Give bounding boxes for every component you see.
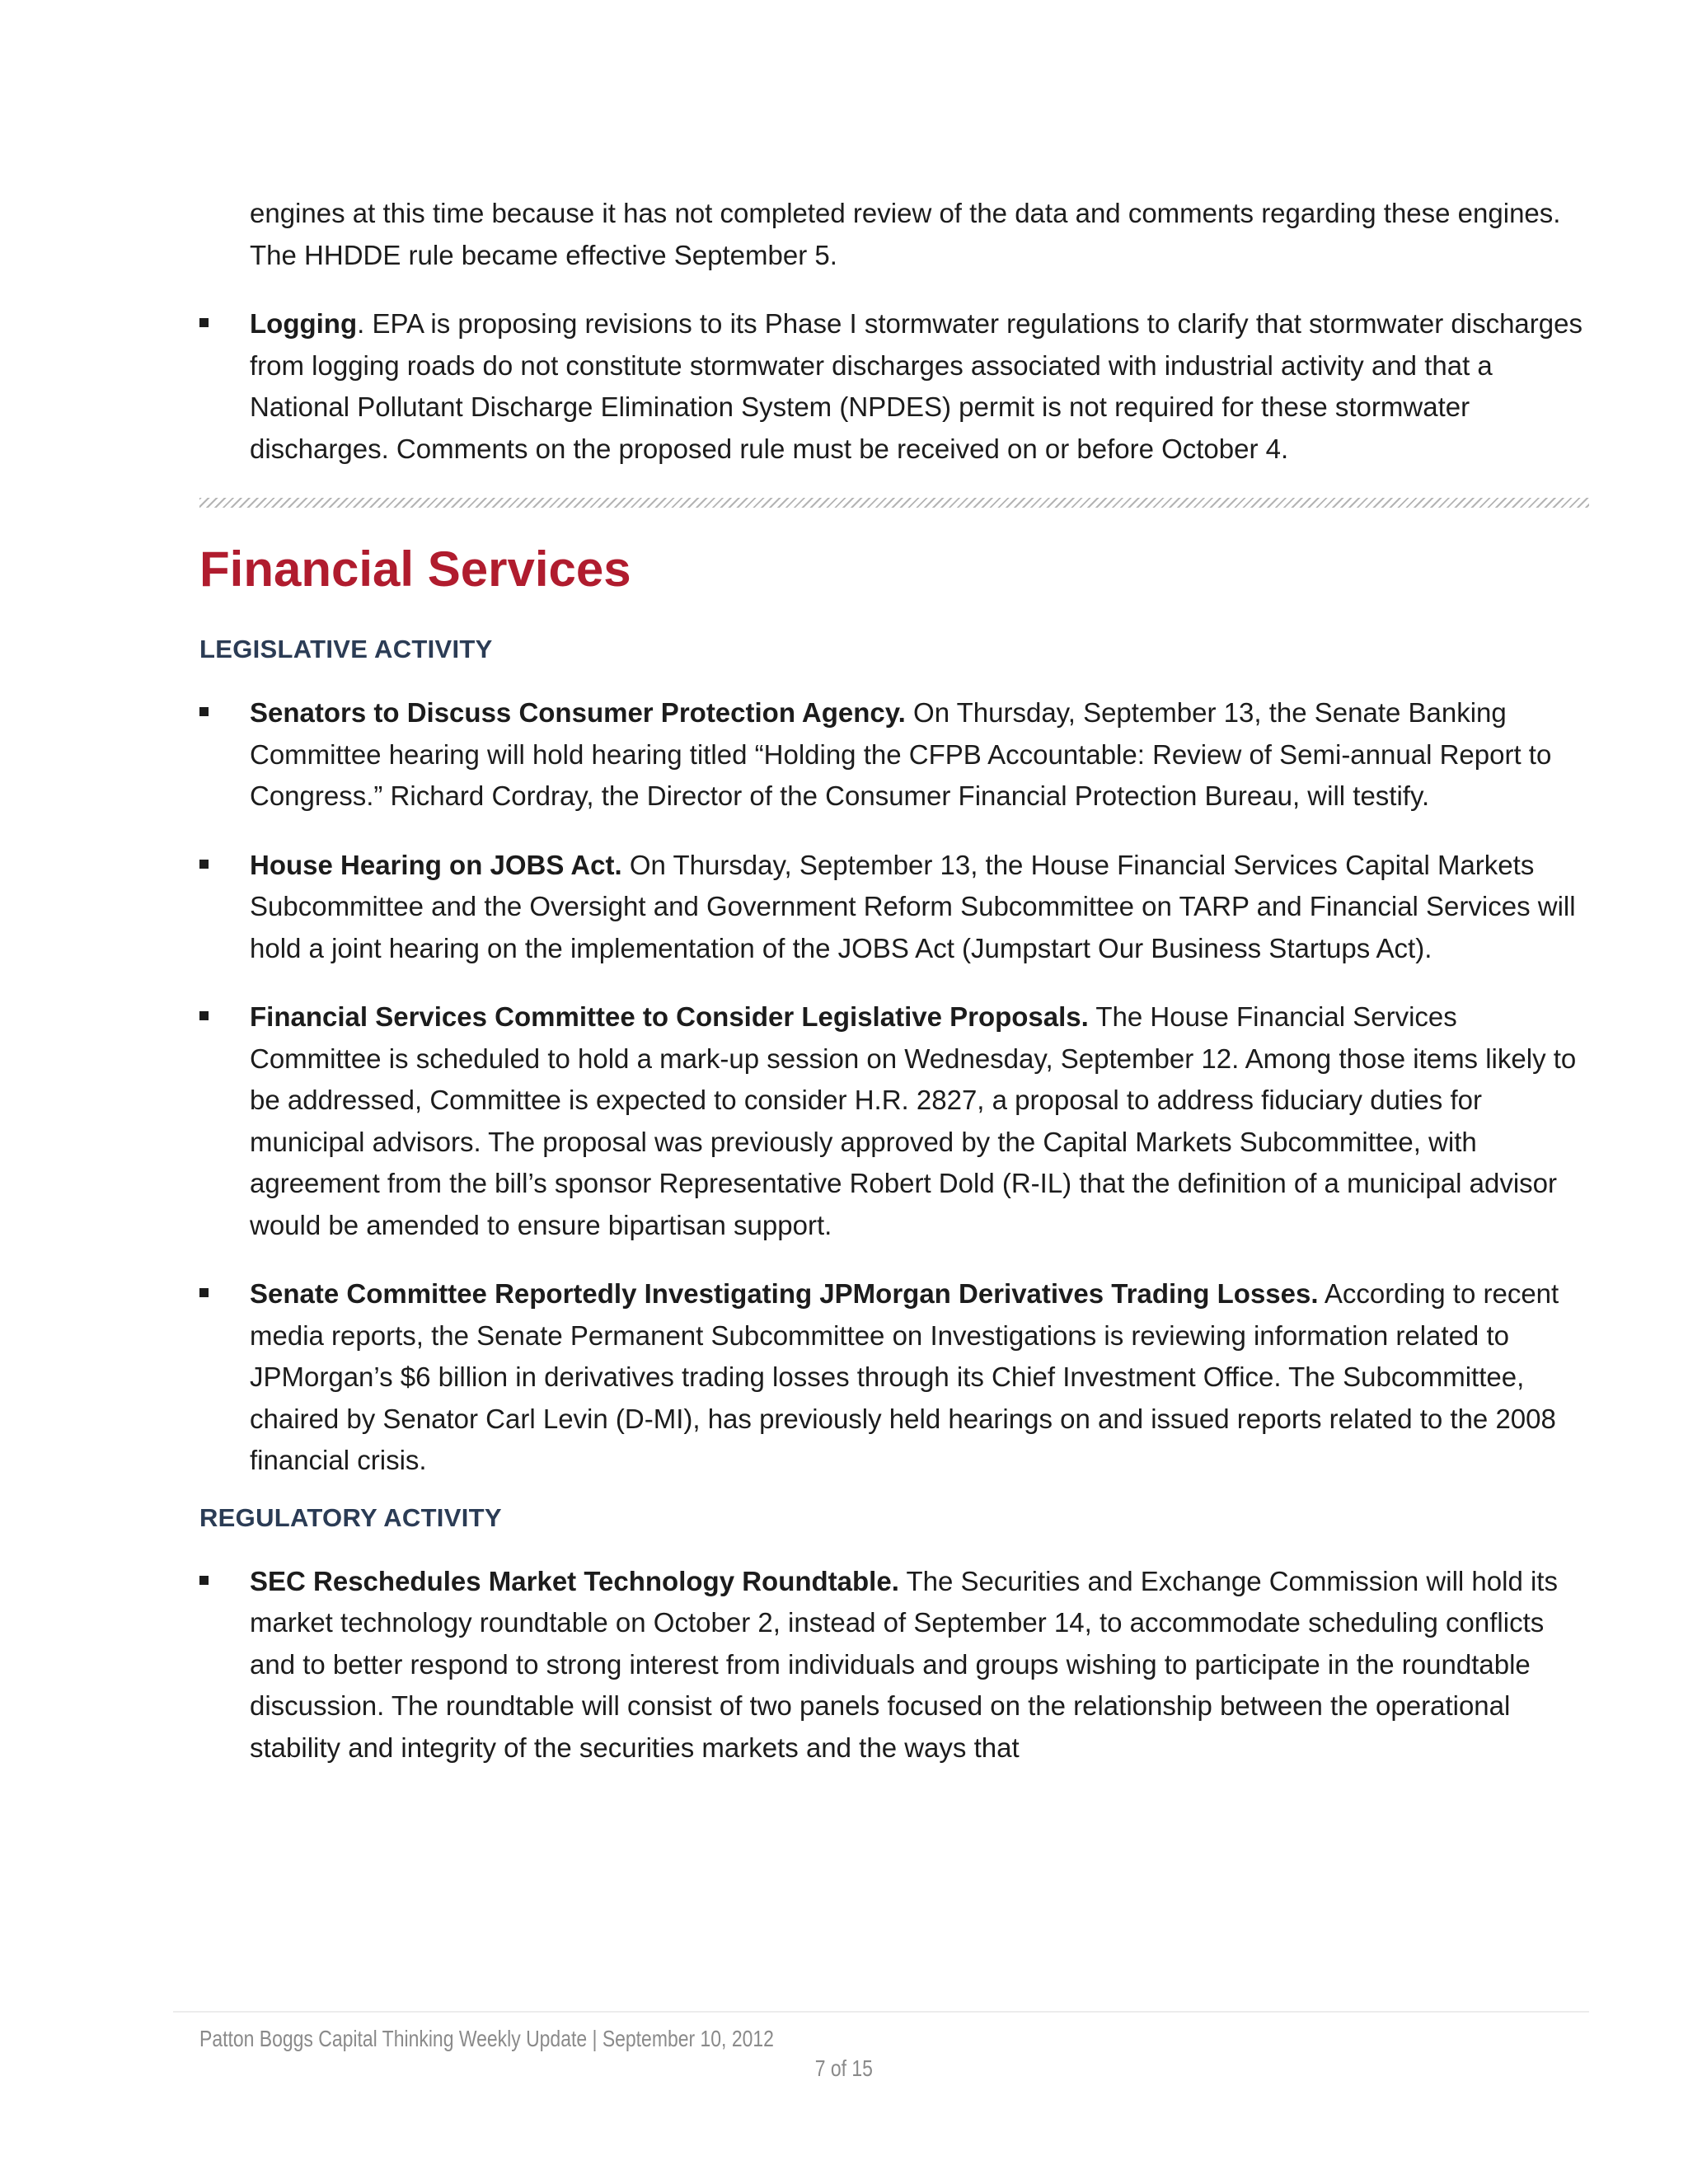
section-title: Financial Services bbox=[199, 541, 631, 597]
bullet-title: House Hearing on JOBS Act. bbox=[250, 849, 622, 880]
bullet-title: Financial Services Committee to Consider Legislative Proposals. bbox=[250, 1001, 1089, 1032]
bullet-legislative-proposals bbox=[199, 996, 1589, 1246]
footer-rule bbox=[173, 2011, 1589, 2013]
bullet-title: SEC Reschedules Market Technology Roundtable. bbox=[250, 1565, 899, 1596]
continuation-paragraph: engines at this time because it has not completed review of the data and comments regarding these engines. The HHDDE rule became effective September 5. bbox=[250, 198, 1561, 270]
bullet-text: On Thursday, September 13, the Senate Banking Committee hearing will hold hearing titled “Holding the CFPB Accountable: Review of Semi-annual Report to Congress.” Richard Cordray, the Director of the Consumer Financial Protection Bureau, will testify. bbox=[250, 697, 1552, 811]
legislative-heading: LEGISLATIVE ACTIVITY bbox=[199, 635, 493, 663]
bullet-sec-roundtable bbox=[199, 1561, 1589, 1769]
regulatory-heading: REGULATORY ACTIVITY bbox=[199, 1502, 502, 1532]
page-number-label: 7 of 15 bbox=[814, 2055, 874, 2081]
section-divider bbox=[199, 498, 1589, 508]
bullet-square-icon bbox=[199, 318, 209, 327]
bullet-title: Senate Committee Reportedly Investigating JPMorgan Derivatives Trading Losses. bbox=[250, 1278, 1319, 1309]
bullet-square-icon bbox=[199, 860, 209, 869]
bullet-jpmorgan-investigation bbox=[199, 1273, 1589, 1482]
bullet-jobs-act bbox=[199, 845, 1589, 970]
bullet-title: Senators to Discuss Consumer Protection Agency. bbox=[250, 697, 906, 728]
bullet-text: The House Financial Services Committee is scheduled to hold a mark-up session on Wednesday, September 12. Among those items likely to be addressed, Committee is expected to consider H.R. 2827, a proposal to address fiduciary duties for municipal advisors. The proposal was previously approved by the Capital Markets Subcommittee, with agreement from the bill’s sponsor Representative Robert Dold (R-IL) that the definition of a municipal advisor would be amended to ensure bipartisan support. bbox=[250, 1001, 1577, 1240]
bullet-consumer-protection bbox=[199, 692, 1589, 818]
page-content bbox=[199, 193, 1589, 1796]
bullet-text: . EPA is proposing revisions to its Phase I stormwater regulations to clarify that stormwater discharges from logging roads do not constitute stormwater discharges associated with industrial activity and that a National Pollutant Discharge Elimination System (NPDES) permit is not required for these stormwater discharges. Comments on the proposed rule must be received on or before October 4. bbox=[250, 308, 1582, 464]
bullet-text: On Thursday, September 13, the House Financial Services Capital Markets Subcommittee and the Oversight and Government Reform Subcommittee on TARP and Financial Services will hold a joint hearing on the implementation of the JOBS Act (Jumpstart Our Business Startups Act). bbox=[250, 849, 1576, 963]
footer-text: Patton Boggs Capital Thinking Weekly Update | September 10, 2012 bbox=[199, 2026, 774, 2051]
bullet-title: Logging bbox=[250, 308, 358, 339]
page-number bbox=[0, 2055, 1688, 2082]
bullet-logging bbox=[199, 303, 1589, 470]
bullet-square-icon bbox=[199, 1011, 209, 1020]
bullet-text: According to recent media reports, the Senate Permanent Subcommittee on Investigations is reviewing information related to JPMorgan’s $6 billion in derivatives trading losses through its Chief Investment Office. The Subcommittee, chaired by Senator Carl Levin (D-MI), has previously held hearings on and issued reports related to the 2008 financial crisis. bbox=[250, 1278, 1559, 1475]
bullet-square-icon bbox=[199, 1576, 209, 1585]
bullet-square-icon bbox=[199, 1288, 209, 1297]
bullet-square-icon bbox=[199, 707, 209, 716]
bullet-text: The Securities and Exchange Commission will hold its market technology roundtable on October 2, instead of September 14, to accommodate scheduling conflicts and to better respond to strong interest from individuals and groups wishing to participate in the roundtable discussion. The roundtable will consist of two panels focused on the relationship between the operational stability and integrity of the securities markets and the ways that bbox=[250, 1565, 1558, 1763]
